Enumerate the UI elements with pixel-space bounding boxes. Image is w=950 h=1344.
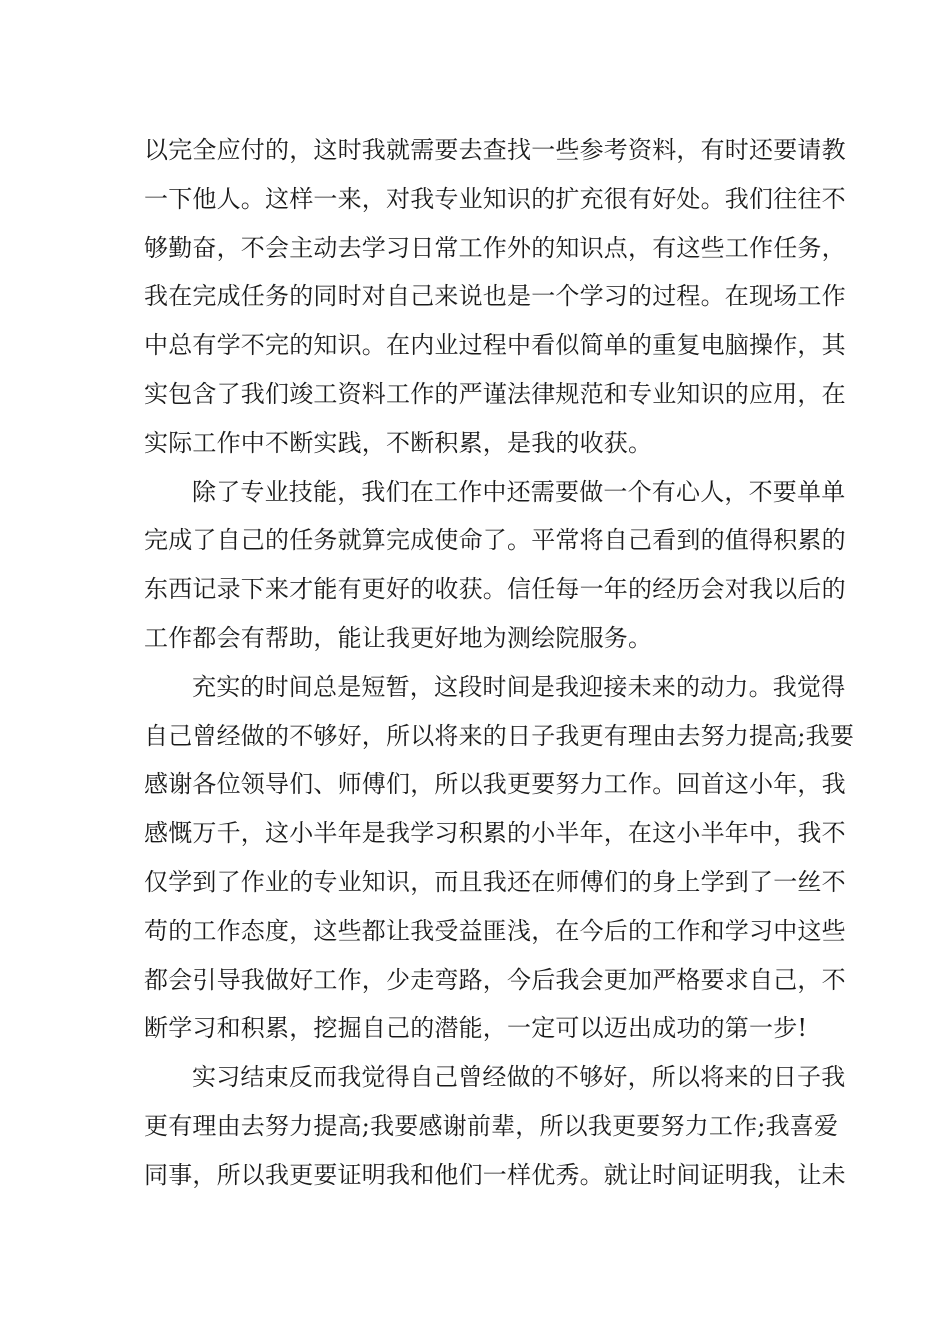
- text-line: 中总有学不完的知识。在内业过程中看似简单的重复电脑操作，其: [144, 331, 846, 360]
- text-line: 苟的工作态度，这些都让我受益匪浅，在今后的工作和学习中这些: [144, 916, 846, 945]
- text-line: 我在完成任务的同时对自己来说也是一个学习的过程。在现场工作: [144, 282, 846, 311]
- paragraph-first-line: 除了专业技能，我们在工作中还需要做一个有心人，不要单单: [192, 477, 846, 506]
- text-line: 完成了自己的任务就算完成使命了。平常将自己看到的值得积累的: [144, 526, 846, 555]
- text-line: 一下他人。这样一来，对我专业知识的扩充很有好处。我们往往不: [144, 184, 846, 213]
- document-body: [0, 126, 950, 1200]
- text-line: 更有理由去努力提高;我要感谢前辈，所以我更要努力工作;我喜爱: [144, 1111, 839, 1140]
- text-line: 以完全应付的，这时我就需要去查找一些参考资料，有时还要请教: [144, 136, 846, 164]
- text-line: 断学习和积累，挖掘自己的潜能，一定可以迈出成功的第一步!: [144, 1014, 808, 1043]
- text-line: 感谢各位领导们、师傅们，所以我更要努力工作。回首这小年，我: [144, 770, 846, 799]
- text-line: 实际工作中不断实践，不断积累，是我的收获。: [144, 428, 653, 457]
- text-line: 实包含了我们竣工资料工作的严谨法律规范和专业知识的应用，在: [144, 379, 846, 408]
- text-line: 工作都会有帮助，能让我更好地为测绘院服务。: [144, 623, 653, 652]
- paragraph-first-line: 充实的时间总是短暂，这段时间是我迎接未来的动力。我觉得: [192, 672, 846, 701]
- paragraph-first-line: 实习结束反而我觉得自己曾经做的不够好，所以将来的日子我: [192, 1063, 846, 1092]
- text-line: 东西记录下来才能有更好的收获。信任每一年的经历会对我以后的: [144, 575, 846, 604]
- text-line: 同事，所以我更要证明我和他们一样优秀。就让时间证明我，让未: [144, 1160, 846, 1189]
- text-line: 都会引导我做好工作，少走弯路，今后我会更加严格要求自己，不: [144, 965, 846, 994]
- text-line: 感慨万千，这小半年是我学习积累的小半年，在这小半年中，我不: [144, 819, 846, 848]
- text-line: 仅学到了作业的专业知识，而且我还在师傅们的身上学到了一丝不: [144, 867, 846, 896]
- text-line: 自己曾经做的不够好，所以将来的日子我更有理由去努力提高;我要: [144, 721, 855, 750]
- text-line: 够勤奋，不会主动去学习日常工作外的知识点，有这些工作任务，: [144, 233, 846, 262]
